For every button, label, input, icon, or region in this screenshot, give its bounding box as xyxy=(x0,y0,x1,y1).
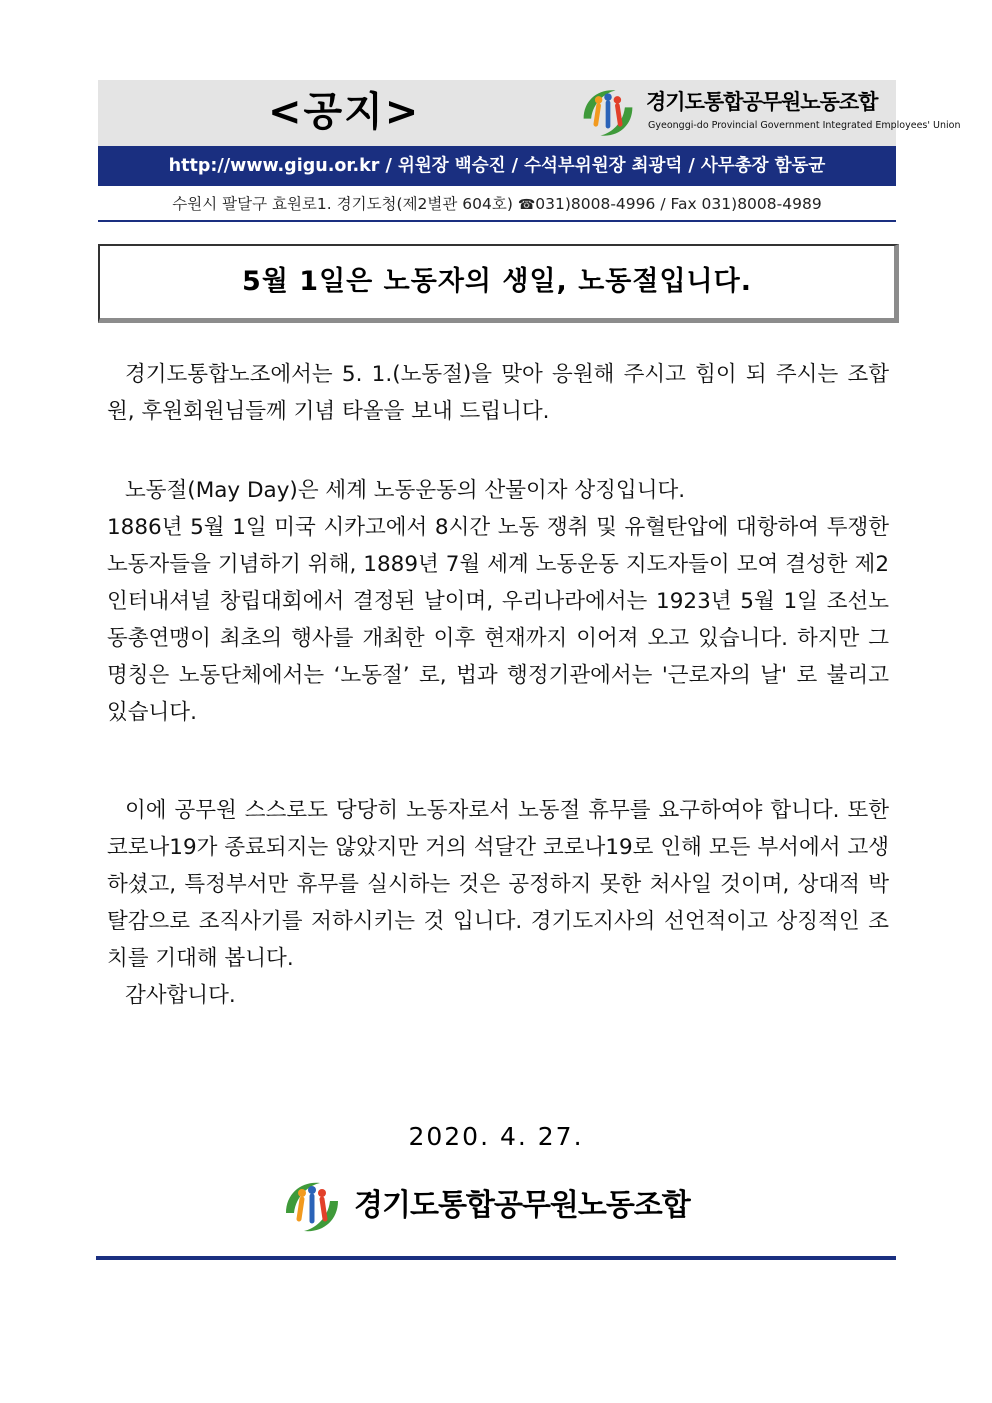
notice-title: 5월 1일은 노동자의 생일, 노동절입니다. xyxy=(98,244,899,323)
body-section-3 xyxy=(107,792,889,1014)
phone-number: 031)8008-4996 xyxy=(535,195,656,213)
paragraph-mayday-heading: 노동절(May Day)은 세계 노동운동의 산물이자 상징입니다. xyxy=(125,478,686,503)
body-section-1 xyxy=(107,356,889,430)
phone-icon: ☎ xyxy=(517,197,536,213)
info-bar: http://www.gigu.or.kr / 위원장 백승진 / 수석부위원장 최광덕 / 사무총장 함동균 xyxy=(98,146,896,186)
org-name-header: 경기도통합공무원노동조합 xyxy=(646,90,878,114)
header-top-band xyxy=(98,80,961,146)
fax-number: / Fax 031)8008-4989 xyxy=(655,195,822,213)
paragraph-intro: 경기도통합노조에서는 5. 1.(노동절)을 맞아 응원해 주시고 힘이 되 주시는 조합원, 후원회원님들께 기념 타올을 보내 드립니다. xyxy=(107,362,889,424)
union-logo-icon xyxy=(578,83,638,143)
notice-date: 2020. 4. 27. xyxy=(408,1122,584,1151)
address-text: 수원시 팔달구 효원로1. 경기도청(제2별관 604호) xyxy=(172,195,518,213)
paragraph-thanks: 감사합니다. xyxy=(125,983,236,1008)
org-name-english: Gyeonggi-do Provincial Government Integrated Employees' Union xyxy=(648,120,961,131)
address-line xyxy=(98,188,896,222)
paragraph-mayday-history: 1886년 5월 1일 미국 시카고에서 8시간 노동 쟁취 및 유혈탄압에 대항하여 투쟁한 노동자들을 기념하기 위해, 1889년 7월 세계 노동운동 지도자들이 모여 결성한 제2인터내셔널 창립대회에서 결정된 날이며, 우리나라에서는 1923년 5월 1일 조선노동총연맹이 최초의 행사를 개최한 이후 현재까지 이어져 오고 있습니다. 하지만 그 명칭은 노동단체에서는 ‘노동절’ 로, 법과 행정기관에서는 '근로자의 날' 로 불리고 있습니다. xyxy=(107,515,889,725)
body-section-2 xyxy=(107,472,889,731)
notice-label: <공지> xyxy=(268,89,421,135)
paragraph-request: 이에 공무원 스스로도 당당히 노동자로서 노동절 휴무를 요구하여야 합니다. 또한 코로나19가 종료되지는 않았지만 거의 석달간 코로나19로 인해 모든 부서에서 고생하셨고, 특정부서만 휴무를 실시하는 것은 공정하지 못한 처사일 것이며, 상대적 박탈감으로 조직사기를 저하시키는 것 입니다. 경기도지사의 선언적이고 상징적인 조치를 기대해 봅니다. xyxy=(107,798,889,971)
footer-divider xyxy=(96,1256,896,1260)
union-logo-icon-footer xyxy=(280,1175,344,1239)
org-name-footer: 경기도통합공무원노동조합 xyxy=(354,1188,690,1223)
